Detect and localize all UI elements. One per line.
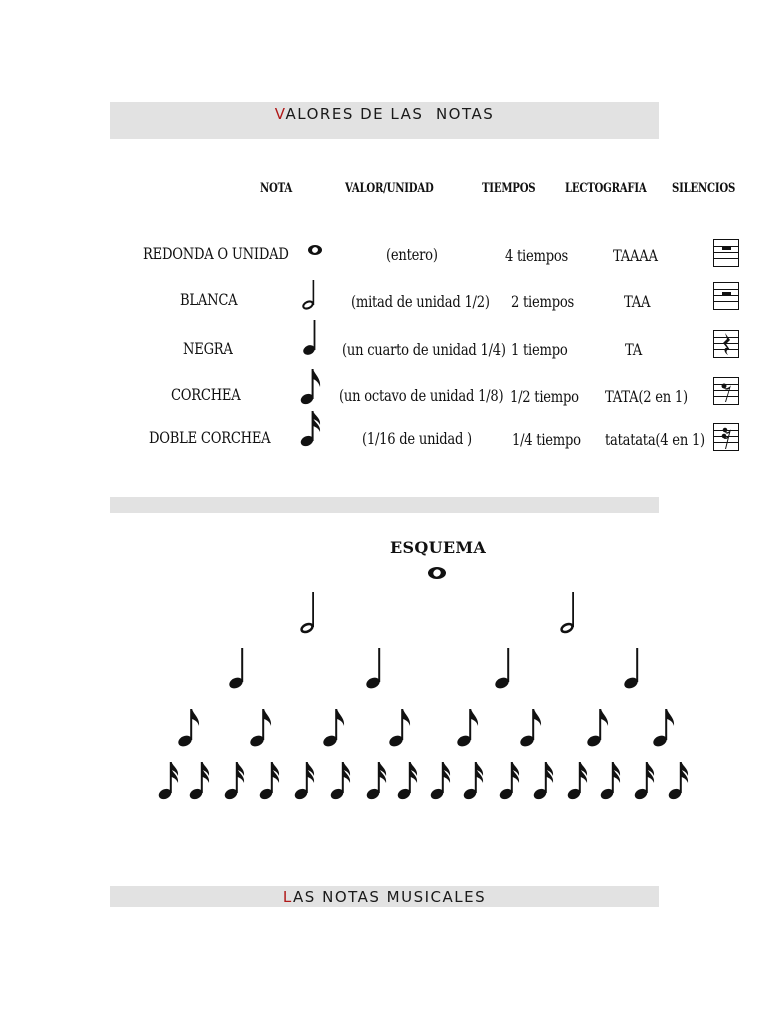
- scheme-eighth-note-icon: [177, 709, 200, 748]
- scheme-eighth-note-icon: [652, 709, 675, 748]
- scheme-sixteenth-note-icon: [667, 762, 688, 801]
- scheme-sixteenth-note-icon: [157, 762, 178, 801]
- row-valor-corchea: (un octavo de unidad 1/8): [339, 386, 504, 405]
- row-lecto-blanca: TAA: [624, 292, 651, 311]
- section-title-text: AS NOTAS MUSICALES: [293, 888, 487, 906]
- scheme-sixteenth-note-icon: [396, 762, 417, 801]
- section-title-valores: [110, 102, 659, 123]
- scheme-eighth-note-icon: [249, 709, 272, 748]
- scheme-sixteenth-note-icon: [599, 762, 620, 801]
- row-name-blanca: BLANCA: [180, 290, 238, 309]
- section-title-initial: L: [282, 888, 294, 906]
- row-name-redonda: REDONDA O UNIDAD: [143, 244, 289, 263]
- scheme-sixteenth-note-icon: [633, 762, 654, 801]
- header-valor-unidad: VALOR/UNIDAD: [345, 181, 434, 196]
- row-lecto-corchea: TATA(2 en 1): [605, 387, 688, 406]
- quarter-rest-icon: [713, 330, 739, 358]
- row-lecto-doble-corchea: tatatata(4 en 1): [605, 430, 705, 449]
- row-lecto-negra: TA: [625, 340, 643, 359]
- scheme-quarter-note-icon: [623, 648, 640, 690]
- scheme-eighth-note-icon: [388, 709, 411, 748]
- sixteenth-rest-icon: [713, 423, 739, 451]
- scheme-sixteenth-note-icon: [329, 762, 350, 801]
- scheme-eighth-note-icon: [456, 709, 479, 748]
- row-valor-redonda: (entero): [386, 245, 438, 264]
- scheme-sixteenth-note-icon: [258, 762, 279, 801]
- scheme-sixteenth-note-icon: [365, 762, 386, 801]
- scheme-title: ESQUEMA: [390, 538, 487, 557]
- scheme-sixteenth-note-icon: [566, 762, 587, 801]
- row-name-corchea: CORCHEA: [171, 385, 241, 404]
- row-valor-doble-corchea: (1/16 de unidad ): [362, 429, 472, 448]
- scheme-sixteenth-note-icon: [532, 762, 553, 801]
- header-lectografia: LECTOGRAFIA: [565, 181, 647, 196]
- scheme-sixteenth-note-icon: [223, 762, 244, 801]
- quarter-note-icon: [300, 318, 322, 358]
- scheme-eighth-note-icon: [519, 709, 542, 748]
- header-silencios: SILENCIOS: [672, 181, 736, 196]
- scheme-sixteenth-note-icon: [188, 762, 209, 801]
- half-rest-icon: [713, 282, 739, 310]
- scheme-quarter-note-icon: [365, 648, 382, 690]
- scheme-half-note-icon: [559, 592, 576, 635]
- section-title-text: ALORES DE LAS NOTAS: [285, 105, 495, 123]
- section-header-valores: [110, 102, 659, 139]
- whole-note-icon: [306, 243, 324, 257]
- whole-rest-icon: [713, 239, 739, 267]
- row-tiempos-redonda: 4 tiempos: [505, 246, 569, 265]
- section-title-notas-musicales: [110, 886, 659, 906]
- row-valor-blanca: (mitad de unidad 1/2): [351, 292, 490, 311]
- section-header-notas-musicales: [110, 886, 659, 907]
- row-name-doble-corchea: DOBLE CORCHEA: [149, 428, 271, 447]
- row-tiempos-negra: 1 tiempo: [511, 340, 568, 359]
- scheme-quarter-note-icon: [228, 648, 245, 690]
- scheme-half-note-icon: [299, 592, 316, 635]
- scheme-quarter-note-icon: [494, 648, 511, 690]
- row-name-negra: NEGRA: [183, 339, 233, 358]
- section-divider-band: [110, 497, 659, 513]
- scheme-eighth-note-icon: [322, 709, 345, 748]
- row-lecto-redonda: TAAAA: [613, 246, 658, 265]
- row-tiempos-corchea: 1/2 tiempo: [510, 387, 579, 406]
- scheme-eighth-note-icon: [586, 709, 609, 748]
- scheme-sixteenth-note-icon: [498, 762, 519, 801]
- row-valor-negra: (un cuarto de unidad 1/4): [342, 340, 506, 359]
- header-nota: NOTA: [260, 181, 293, 196]
- section-title-initial: V: [274, 105, 286, 123]
- note-scheme-diagram: [0, 560, 768, 810]
- scheme-sixteenth-note-icon: [293, 762, 314, 801]
- row-tiempos-doble-corchea: 1/4 tiempo: [512, 430, 581, 449]
- half-note-icon: [300, 278, 322, 312]
- scheme-sixteenth-note-icon: [462, 762, 483, 801]
- scheme-whole-note-icon: [428, 567, 446, 579]
- eighth-rest-icon: [713, 377, 739, 405]
- scheme-sixteenth-note-icon: [429, 762, 450, 801]
- sixteenth-note-icon: [298, 409, 324, 449]
- eighth-note-icon: [298, 367, 324, 407]
- row-tiempos-blanca: 2 tiempos: [511, 292, 575, 311]
- header-tiempos: TIEMPOS: [482, 181, 536, 196]
